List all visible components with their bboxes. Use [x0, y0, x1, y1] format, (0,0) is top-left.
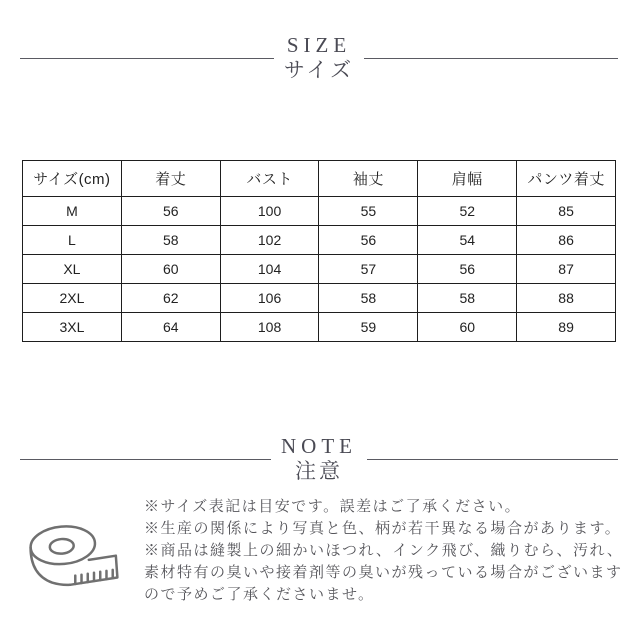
measuring-tape-icon — [16, 512, 120, 616]
size-value-cell: 58 — [121, 226, 220, 255]
size-value-cell: 52 — [418, 197, 517, 226]
size-section-titles — [284, 33, 354, 83]
header-divider-line — [20, 459, 271, 460]
size-value-cell: 88 — [517, 284, 616, 313]
size-value-cell: 60 — [418, 313, 517, 342]
size-value-cell: 55 — [319, 197, 418, 226]
size-value-cell: 108 — [220, 313, 319, 342]
table-row — [23, 255, 616, 284]
size-column-header: 袖丈 — [319, 161, 418, 197]
size-value-cell: 106 — [220, 284, 319, 313]
note-title-en: NOTE — [281, 434, 357, 458]
size-value-cell: 56 — [418, 255, 517, 284]
size-column-header: 着丈 — [121, 161, 220, 197]
size-value-cell: 102 — [220, 226, 319, 255]
size-value-cell: 60 — [121, 255, 220, 284]
table-row — [23, 197, 616, 226]
note-title-ja: 注意 — [295, 459, 343, 483]
size-label-cell: 2XL — [23, 284, 122, 313]
size-value-cell: 58 — [319, 284, 418, 313]
size-value-cell: 100 — [220, 197, 319, 226]
size-value-cell: 54 — [418, 226, 517, 255]
size-column-header: サイズ(cm) — [23, 161, 122, 197]
note-line: ※商品は縫製上の細かいほつれ、インク飛び、織りむら、汚れ、 — [144, 542, 624, 559]
size-table — [22, 160, 616, 342]
size-column-header: パンツ着丈 — [517, 161, 616, 197]
size-value-cell: 89 — [517, 313, 616, 342]
size-value-cell: 62 — [121, 284, 220, 313]
size-table-header-row — [23, 161, 616, 197]
size-label-cell: M — [23, 197, 122, 226]
table-row — [23, 313, 616, 342]
size-title-ja: サイズ — [283, 58, 355, 82]
size-value-cell: 57 — [319, 255, 418, 284]
size-value-cell: 86 — [517, 226, 616, 255]
table-row — [23, 284, 616, 313]
note-line: ※サイズ表記は目安です。誤差はご了承ください。 — [144, 498, 522, 515]
size-value-cell: 87 — [517, 255, 616, 284]
header-divider-line — [367, 459, 618, 460]
size-column-header: 肩幅 — [418, 161, 517, 197]
note-section-header — [20, 434, 618, 484]
note-line: ※生産の関係により写真と色、柄が若干異なる場合があります。 — [144, 520, 622, 537]
size-value-cell: 59 — [319, 313, 418, 342]
size-value-cell: 56 — [319, 226, 418, 255]
size-column-header: バスト — [220, 161, 319, 197]
size-value-cell: 56 — [121, 197, 220, 226]
note-line: 素材特有の臭いや接着剤等の臭いが残っている場合がございます — [144, 564, 623, 581]
notes-block — [144, 496, 636, 606]
table-row — [23, 226, 616, 255]
size-label-cell: L — [23, 226, 122, 255]
note-section-titles — [281, 434, 357, 484]
size-value-cell: 104 — [220, 255, 319, 284]
size-title-en: SIZE — [286, 33, 352, 57]
size-value-cell: 85 — [517, 197, 616, 226]
size-label-cell: XL — [23, 255, 122, 284]
size-value-cell: 64 — [121, 313, 220, 342]
header-divider-line — [364, 58, 618, 59]
note-line: ので予めご了承くださいませ。 — [144, 586, 375, 603]
size-section-header — [20, 33, 618, 83]
size-label-cell: 3XL — [23, 313, 122, 342]
header-divider-line — [20, 58, 274, 59]
size-value-cell: 58 — [418, 284, 517, 313]
